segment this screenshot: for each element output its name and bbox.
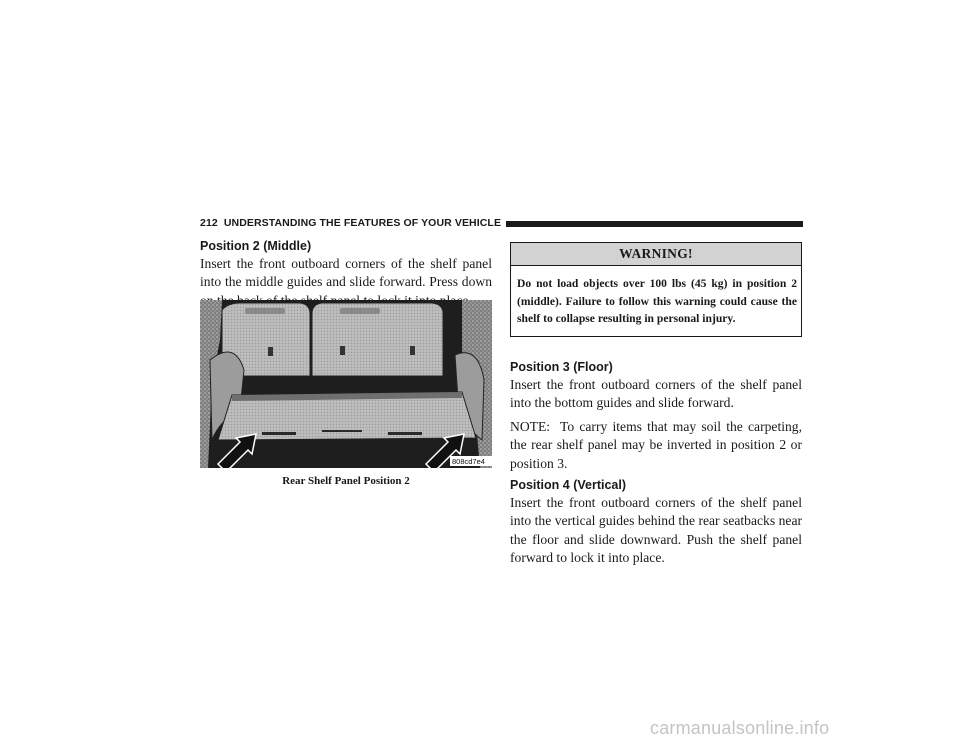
- position-2-heading: Position 2 (Middle): [200, 239, 312, 253]
- position-4-paragraph: Insert the front outboard corners of the shelf panel into the vertical guides behind the rear seatbacks near the floor and slide downward. Push the shelf panel forward to lock it into place.: [510, 494, 802, 565]
- figure: [200, 300, 492, 487]
- section-title: UNDERSTANDING THE FEATURES OF YOUR VEHICLE: [223, 217, 502, 229]
- warning-box: [510, 242, 802, 337]
- page-number: 212: [200, 217, 218, 229]
- rear-shelf-panel-illustration: [200, 300, 492, 468]
- position-3-section: [510, 359, 802, 473]
- header-rule: [506, 221, 803, 227]
- position-3-heading: Position 3 (Floor): [510, 359, 613, 374]
- position-4-section: [510, 477, 802, 567]
- warning-title: WARNING!: [511, 243, 801, 266]
- figure-code: 808cd7e4: [452, 457, 485, 466]
- note-label: NOTE:: [510, 419, 551, 435]
- position-4-heading: Position 4 (Vertical): [510, 477, 627, 492]
- position-2-paragraph: Insert the front outboard corners of the shelf panel into the middle guides and slide forward. Press down: [200, 256, 492, 290]
- position-3-paragraph: Insert the front outboard corners of the shelf panel into the bottom guides and slide forward.: [510, 376, 802, 410]
- warning-text: Do not load objects over 100 lbs (45 kg) in position 2 (middle). Failure to follow this warning could cause the shelf to collapse resulting in personal injury.: [517, 277, 797, 325]
- watermark: carmanualsonline.info: [650, 718, 830, 738]
- note-text: To carry items that may soil the carpeting, the rear shelf panel may be inverted in position 2 or position 3.: [510, 419, 802, 471]
- page-header: [200, 216, 803, 230]
- figure-caption: Rear Shelf Panel Position 2: [282, 475, 410, 487]
- note-paragraph: [510, 418, 802, 473]
- right-column: [510, 242, 802, 567]
